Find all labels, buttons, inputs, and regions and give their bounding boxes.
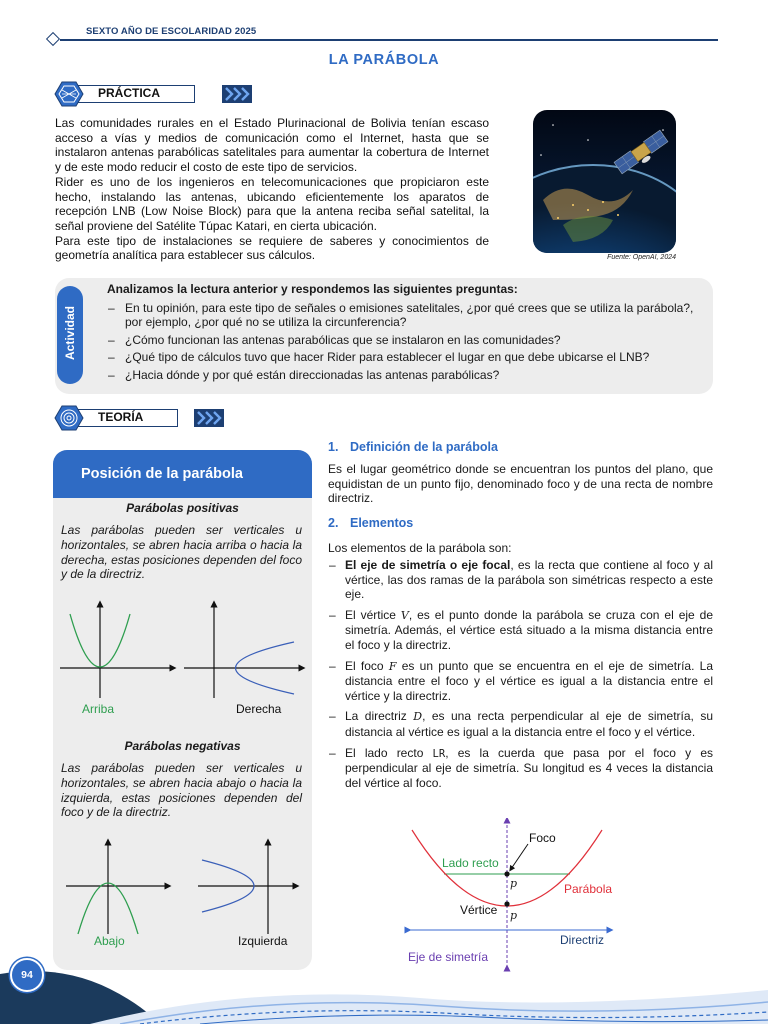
diagram-label-lado-recto: Lado recto [442, 856, 499, 870]
element-desc: , es una recta perpendicular al eje de simetría, su distancia al vértice es igual a la distancia entre el foco y el vértice. [345, 709, 713, 739]
header-title: SEXTO AÑO DE ESCOLARIDAD 2025 [86, 26, 257, 37]
page-title: LA PARÁBOLA [328, 52, 440, 68]
definition-text: Es el lugar geométrico donde se encuentran los puntos del plano, que equidistan de un punto fijo, denominado foco y de una recta de nombre directriz. [328, 462, 713, 506]
graph-up [58, 600, 178, 700]
section-title: Definición de la parábola [350, 440, 498, 454]
activity-question: – ¿Hacia dónde y por qué están direccionadas las antenas parabólicas? [107, 368, 707, 383]
section-number: 2. [328, 516, 339, 530]
label-right: Derecha [236, 702, 282, 716]
activity-tab [57, 286, 83, 384]
diagram-label-directriz: Directriz [560, 933, 604, 947]
practica-tag-label: PRÁCTICA [78, 85, 195, 103]
element-desc: , es la recta que contiene al foco y al vértice, las dos ramas de la parábola son simétricas respecto a este eje. [345, 558, 713, 602]
section-heading-definition [328, 440, 498, 454]
activity-questions [107, 301, 707, 383]
image-credit: Fuente: OpenAI, 2024 [607, 254, 676, 261]
diamond-icon [46, 32, 60, 46]
section-title: Elementos [350, 516, 414, 530]
activity-question: – En tu opinión, para este tipo de señales o emisiones satelitales, ¿por qué crees que se utiliza la parábola?, por ejemplo, ¿por qué no se utiliza la circunferencia? [107, 301, 707, 330]
chevrons-icon [222, 85, 252, 103]
element-item [328, 608, 713, 653]
practica-paragraph: Las comunidades rurales en el Estado Plurinacional de Bolivia tenían escaso acceso a vías y medios de comunicación como el Internet, hasta que se instalaron antenas parabólicas satelitales para aumentar la cobertura de Internet y de este modo reducir el costo de este tipo de servicios. [55, 116, 489, 175]
negative-parabolas-text: Las parábolas pueden ser verticales u horizontales, se abren hacia abajo o hacia la izquierda, estas posiciones dependen del foco y de la directriz. [61, 761, 302, 820]
diagram-label-parabola: Parábola [564, 882, 613, 896]
chevrons-icon [194, 409, 224, 427]
teoria-icon [54, 405, 84, 431]
symbol-f: F [388, 659, 397, 673]
practica-text [55, 116, 489, 263]
element-desc: El vértice [345, 607, 401, 622]
label-up: Arriba [82, 702, 115, 716]
graph-down [64, 838, 174, 938]
diagram-label-p1: p [510, 877, 518, 890]
satellite-earth-image [533, 110, 676, 253]
activity-tab-label: Actividad [63, 306, 77, 361]
negative-parabolas-title: Parábolas negativas [124, 739, 241, 753]
diagram-label-vertice: Vértice [460, 903, 498, 917]
graph-left [196, 838, 301, 938]
section-heading-elements [328, 516, 413, 530]
element-desc: , es la cuerda que pasa por el foco y es perpendicular al eje de simetría. Su longitud es 4 veces la distancia del vértice al foco. [345, 745, 713, 790]
activity-question: – ¿Cómo funcionan las antenas parabólicas que se instalaron en las comunidades? [107, 333, 707, 348]
element-desc: es un punto que se encuentra en el eje de simetría. La distancia entre el foco y el vértice es igual a la distancia entre el vértice y la directriz. [345, 658, 713, 703]
element-item [328, 709, 713, 739]
positive-parabolas-text: Las parábolas pueden ser verticales u horizontales, se abren hacia arriba o hacia la derecha, estas posiciones dependen del foco y de la directriz. [61, 523, 302, 582]
element-desc: El foco [345, 658, 389, 673]
footer-wave [0, 964, 768, 1024]
element-item [328, 558, 713, 602]
practica-paragraph: Para este tipo de instalaciones se requiere de saberes y conocimientos de geometría analítica para establecer sus cálculos. [55, 233, 489, 263]
element-desc: , es el punto donde la parábola se cruza con el eje de simetría. Además, el vértice está situado a la misma distancia entre el foco y la directriz. [345, 607, 713, 652]
activity-question: – ¿Qué tipo de cálculos tuvo que hacer Rider para establecer el lugar en que debe ubicarse el LNB? [107, 350, 707, 365]
page-number: 94 [10, 958, 44, 992]
activity-title: Analizamos la lectura anterior y respondemos las siguientes preguntas: [107, 282, 518, 296]
header-rule [60, 39, 718, 41]
element-desc: La directriz [345, 709, 414, 724]
position-panel-title: Posición de la parábola [53, 450, 312, 498]
element-term: El eje de simetría o eje focal [345, 558, 511, 572]
positive-parabolas-title: Parábolas positivas [126, 501, 239, 515]
element-item [328, 659, 713, 704]
element-desc: El lado recto [345, 745, 433, 760]
diagram-label-foco: Foco [529, 831, 556, 845]
elements-list [328, 558, 713, 796]
label-left: Izquierda [238, 934, 288, 948]
elements-intro: Los elementos de la parábola son: [328, 541, 512, 555]
diagram-label-p2: p [510, 909, 518, 922]
label-down: Abajo [94, 934, 125, 948]
practica-icon [54, 81, 84, 107]
section-number: 1. [328, 440, 339, 454]
symbol-v: V [400, 608, 409, 622]
symbol-lr: LR [432, 747, 446, 760]
running-header [48, 24, 718, 46]
diagram-label-eje: Eje de simetría [408, 950, 489, 964]
element-item [328, 746, 713, 791]
symbol-d: D [413, 710, 423, 724]
practica-paragraph: Rider es uno de los ingenieros en telecomunicaciones que propiciaron este hecho, instalando las antenas, ubicando eficientemente los aparatos de recepción LNB (Low Noise Block) para que la antena reciba señal satelital, la señal proviene del Satélite Túpac Katari, en cierta ubicación. [55, 174, 489, 233]
teoria-tag-label: TEORÍA [78, 409, 178, 427]
activity-content [107, 282, 707, 386]
graph-right [182, 600, 307, 700]
